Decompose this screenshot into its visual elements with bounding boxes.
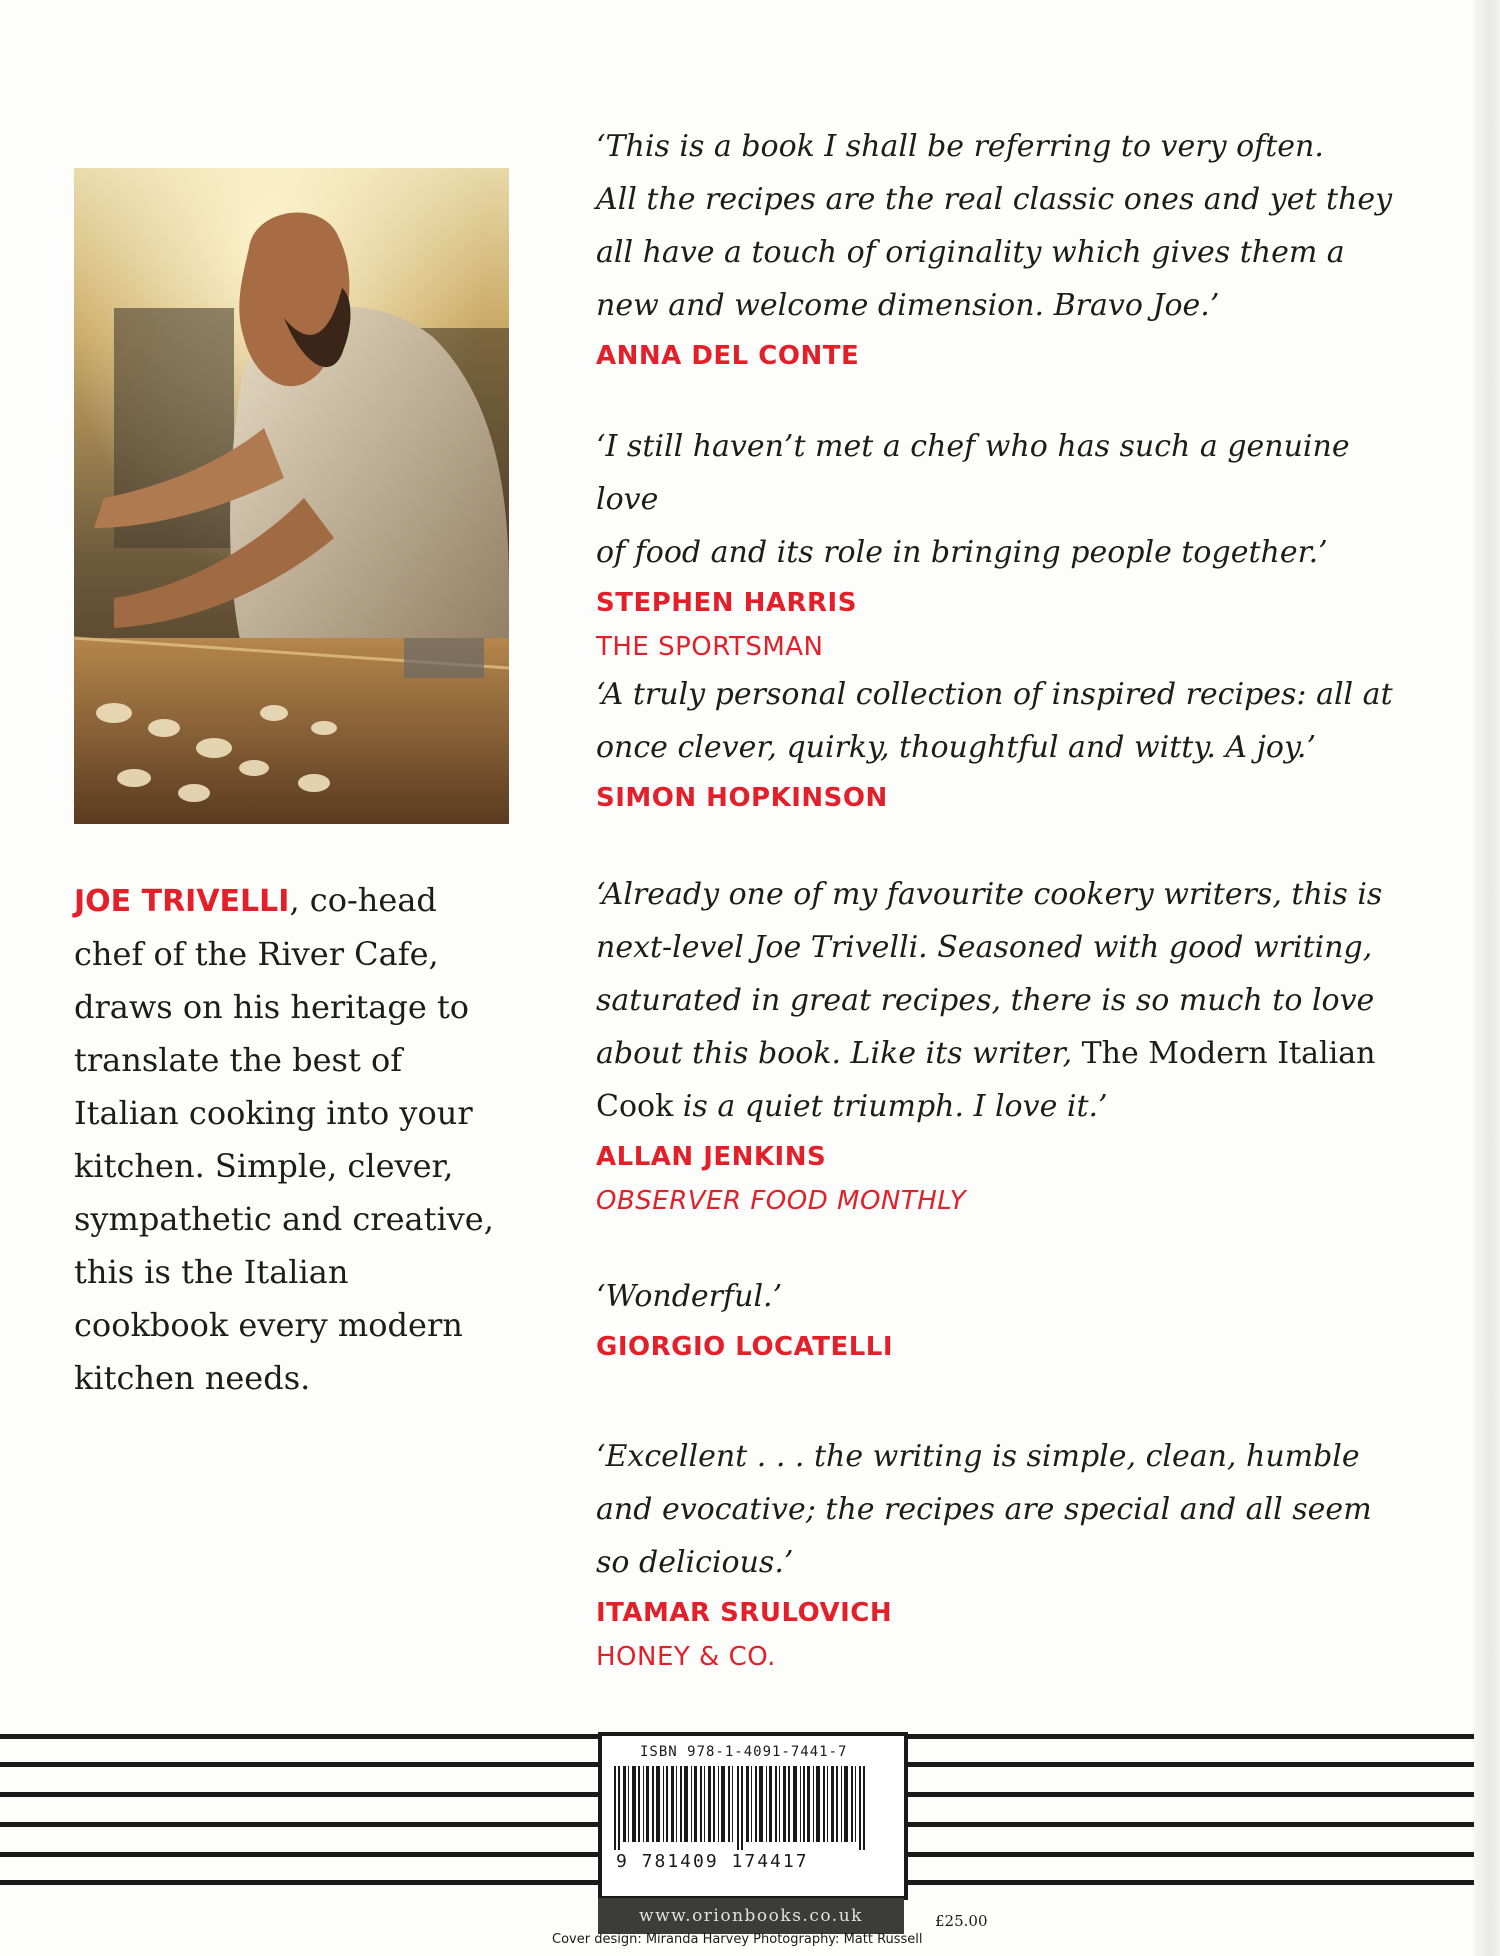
quote-line: saturated in great recipes, there is so much to love (596, 983, 1375, 1018)
quote-line: all have a touch of originality which gives them a (596, 235, 1345, 270)
quote-fragment: is a quiet triumph. I love it.’ (673, 1089, 1108, 1124)
quote-line: ‘Wonderful.’ (596, 1279, 783, 1314)
quote-author: ITAMAR SRULOVICH (596, 1598, 893, 1628)
quote-line: so delicious.’ (596, 1545, 794, 1580)
quote-fragment: about this book. Like its writer, (596, 1036, 1082, 1071)
book-title-fragment: The Modern Italian (1081, 1036, 1376, 1071)
quote-affiliation: THE SPORTSMAN (596, 632, 824, 662)
quote-affiliation: HONEY & CO. (596, 1642, 776, 1672)
quote-itamar-srulovich (596, 1430, 1372, 1679)
quote-line: new and welcome dimension. Bravo Joe.’ (596, 288, 1220, 323)
quote-line: ‘I still haven’t met a chef who has such a genuine love (596, 429, 1350, 517)
chef-photo-illustration (74, 168, 509, 824)
quote-affiliation: OBSERVER FOOD MONTHLY (596, 1186, 967, 1216)
barcode-digits: 9 781409 174417 (616, 1851, 809, 1872)
price-label: £25.00 (935, 1912, 988, 1930)
quote-anna-del-conte (596, 120, 1392, 378)
quote-line (596, 1080, 1382, 1133)
quote-author: STEPHEN HARRIS (596, 588, 857, 618)
quote-line (596, 1027, 1382, 1080)
quote-author: ALLAN JENKINS (596, 1142, 827, 1172)
quote-simon-hopkinson (596, 668, 1393, 820)
quote-author: SIMON HOPKINSON (596, 783, 888, 813)
cover-credits: Cover design: Miranda Harvey Photography: Matt Russell (552, 1932, 923, 1947)
author-bio (74, 874, 504, 1405)
quote-stephen-harris (596, 420, 1396, 669)
barcode-icon (614, 1766, 884, 1850)
quote-author: GIORGIO LOCATELLI (596, 1332, 894, 1362)
quote-line: ‘Already one of my favourite cookery writers, this is (596, 877, 1383, 912)
quote-line: once clever, quirky, thoughtful and witty. A joy.’ (596, 730, 1316, 765)
spine-edge (1474, 0, 1500, 1956)
quote-line: next-level Joe Trivelli. Seasoned with good writing, (596, 930, 1373, 965)
quote-line: of food and its role in bringing people together.’ (596, 535, 1328, 570)
chef-photo (74, 168, 509, 824)
quote-author: ANNA DEL CONTE (596, 341, 860, 371)
isbn-label: ISBN 978-1-4091-7441-7 (640, 1744, 848, 1760)
book-title-fragment: Cook (596, 1089, 674, 1124)
author-name: JOE TRIVELLI (74, 884, 290, 919)
publisher-website[interactable]: www.orionbooks.co.uk (598, 1898, 904, 1934)
quote-line: All the recipes are the real classic ones and yet they (596, 182, 1393, 217)
quote-line: ‘A truly personal collection of inspired recipes: all at (596, 677, 1393, 712)
quote-line: ‘Excellent . . . the writing is simple, clean, humble (596, 1439, 1360, 1474)
quote-line: and evocative; the recipes are special and all seem (596, 1492, 1372, 1527)
quote-giorgio-locatelli (596, 1270, 893, 1369)
quote-line: ‘This is a book I shall be referring to very often. (596, 129, 1324, 164)
author-bio-text: , co-head chef of the River Cafe, draws on his heritage to translate the best of Italian cooking into your kitchen. Simple, clever, sympathetic and creative, this is the Italian cookbook every modern kitchen needs. (74, 881, 494, 1397)
quote-allan-jenkins (596, 868, 1382, 1223)
